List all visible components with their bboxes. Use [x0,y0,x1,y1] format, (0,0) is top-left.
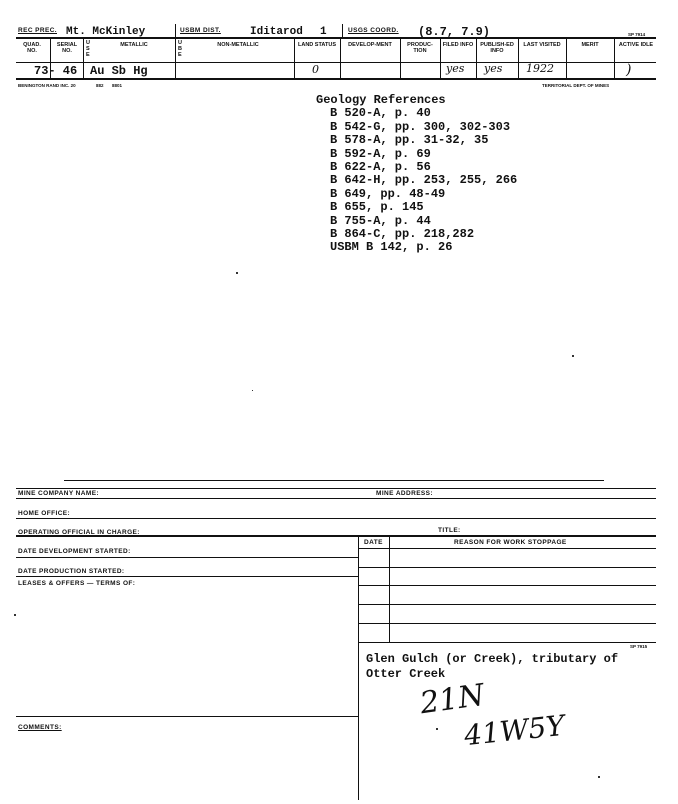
usbm-dist-suffix: 1 [320,26,327,38]
col-serial-no: SERIAL NO. [56,42,78,54]
col-published-info: PUBLISH-ED INFO [480,42,514,54]
usbm-dist-value: Iditarod [250,26,303,38]
form-rule [358,585,656,586]
date-column-divider [389,536,390,642]
form-rule [16,576,358,577]
speck [236,272,238,274]
form-rule [16,518,656,519]
dept-credit: TERRITORIAL DEPT. OF MINES [542,83,610,88]
handwriting-line2: 41W5Y [462,708,567,753]
geology-references [316,94,517,255]
date-column-divider [358,536,359,800]
rec-prec-value: Mt. McKinley [66,26,146,38]
col-divider [440,38,441,78]
col-land-status: LAND STATUS [298,42,336,48]
form-rule [358,623,656,624]
header-rule [16,62,656,63]
col-use-marker: U S E [86,40,90,58]
record-last-visited: 1922 [526,62,554,75]
col-ube-marker: U B E [178,40,182,58]
col-active-idle: ACTIVE IDLE [618,42,654,48]
col-divider [614,38,615,78]
usgs-coord-value: (8.7, 7.9) [418,25,491,39]
col-divider [518,38,519,78]
usbm-dist-label: USBM DIST. [180,27,221,34]
date-production-started-label: DATE PRODUCTION STARTED: [18,568,125,575]
form-rule [358,548,656,549]
form-rule [16,488,656,489]
printer-num1: 882 [96,83,104,88]
reference-item: B 642-H, pp. 253, 255, 266 [330,173,518,188]
printer-num2: 8801 [112,83,123,88]
home-office-label: HOME OFFICE: [18,510,71,517]
form-rule [358,604,656,605]
reference-item: B 655, p. 145 [330,200,424,215]
form-rule [16,498,656,499]
form-rule [16,716,358,717]
form-code-top: SP 7914 [628,32,646,37]
col-production: PRODUC-TION [407,42,433,54]
divider [175,24,176,38]
form-rule [358,642,656,643]
reference-item: B 755-A, p. 44 [330,213,431,228]
mine-company-name-label: MINE COMPANY NAME: [18,490,99,497]
form-code-bottom: SP 7915 [630,644,648,649]
record-filed-info: yes [446,62,465,75]
header-rule [16,78,656,80]
speck [252,390,253,391]
record-published-info: yes [484,62,503,75]
col-divider [83,38,84,78]
handwriting-line1: 21N [417,677,487,722]
col-divider [340,38,341,78]
reference-item: USBM B 142, p. 26 [330,240,453,255]
col-last-visited: LAST VISITED [523,42,561,48]
reference-item: B 649, pp. 48-49 [330,186,446,201]
reference-item: B 622-A, p. 56 [330,160,431,175]
col-non-metallic: NON-METALLIC [217,42,259,48]
reference-item: B 578-A, pp. 31-32, 35 [330,133,489,148]
col-divider [175,38,176,78]
divider [342,24,343,38]
reference-item: B 864-C, pp. 218,282 [330,227,475,242]
form-top-curve-rule [64,480,604,481]
form-rule [16,535,656,537]
col-metallic: METALLIC [120,42,148,48]
record-quad-serial: 73- 46 [34,64,78,78]
leases-offers-label: LEASES & OFFERS — TERMS OF: [18,580,136,587]
usgs-coord-label: USGS COORD. [348,27,399,34]
col-merit: MERIT [581,42,599,48]
reason-header: REASON FOR WORK STOPPAGE [454,539,567,546]
reference-item: B 592-A, p. 69 [330,146,431,161]
col-divider [566,38,567,78]
record-metallic: Au Sb Hg [90,64,148,78]
speck [598,776,600,778]
reference-item: B 542-G, pp. 300, 302-303 [330,119,511,134]
form-rule [16,557,358,558]
comments-label: COMMENTS: [18,724,62,731]
rec-prec-label: REC PREC. [18,27,57,34]
record-land-status: 0 [312,63,319,76]
title-label: TITLE: [438,527,461,534]
speck [14,614,16,616]
col-divider [400,38,401,78]
reference-item: B 520-A, p. 40 [330,106,431,121]
date-header: DATE [364,539,383,546]
col-divider [294,38,295,78]
date-development-started-label: DATE DEVELOPMENT STARTED: [18,548,131,555]
record-active-idle: ) [626,62,632,78]
col-development: DEVELOP-MENT [348,42,392,48]
col-filed-info: FILED INFO [442,42,474,48]
location-note: Glen Gulch (or Creek), tributary of Otter Creek [366,652,619,681]
col-divider [476,38,477,78]
speck [436,728,438,730]
form-rule [358,567,656,568]
speck [572,355,574,357]
references-title: Geology References [316,93,446,107]
col-quad-no: QUAD. NO. [23,42,41,54]
operating-official-label: OPERATING OFFICIAL IN CHARGE: [18,529,140,536]
header-rule [16,37,656,39]
printer-credit: BENINGTON RAND INC. 20 [18,83,76,88]
mine-address-label: MINE ADDRESS: [376,490,433,497]
